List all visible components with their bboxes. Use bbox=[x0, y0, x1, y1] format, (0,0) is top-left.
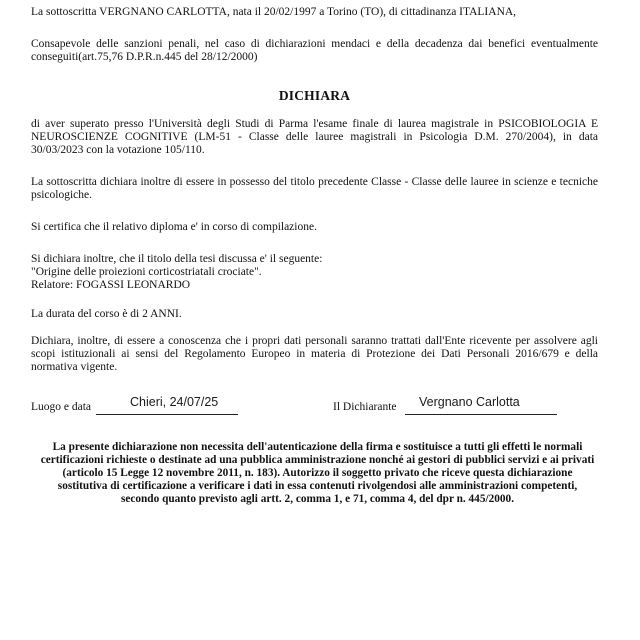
thesis-block bbox=[31, 253, 598, 292]
previous-title-statement: La sottoscritta dichiara inoltre di essere in possesso del titolo precedente Classe - Classe delle lauree in scienze e tecniche psicologiche. bbox=[31, 176, 598, 201]
course-duration: La durata del corso è di 2 ANNI. bbox=[31, 308, 182, 320]
declaration-heading: DICHIARA bbox=[278, 88, 351, 103]
legal-notice: La presente dichiarazione non necessita dell'autenticazione della firma e sostituisce a tutti gli effetti le normali certificazioni richieste o destinate ad una pubblica amministrazione nonché ai gestori di pubblici servizi e ai privati (articolo 15 Legge 12 novembre 2011, n. 183). Autorizzo il soggetto privato che riceve questa dichiarazione sostitutiva di certificazione a verificare i dati in essa contenuti rivolgendosi alle amministrazioni competenti, secondo quanto previsto agli artt. 2, comma 1, e 71, comma 4, del dpr n. 445/2000. bbox=[40, 441, 595, 505]
declarant-intro: La sottoscritta VERGNANO CARLOTTA, nata il 20/02/1997 a Torino (TO), di cittadinanza ITALIANA, bbox=[31, 6, 517, 18]
diploma-status: Si certifica che il relativo diploma e' in corso di compilazione. bbox=[31, 221, 317, 233]
degree-statement: di aver superato presso l'Università degli Studi di Parma l'esame finale di laurea magistrale in PSICOBIOLOGIA E NEUROSCIENZE COGNITIVE (LM-51 - Classe delle lauree magistrali in Psicologia D.M. 270/2004), in data 30/03/2023 con la votazione 105/110. bbox=[31, 118, 598, 156]
declarant-label: Il Dichiarante bbox=[333, 401, 397, 413]
thesis-intro: Si dichiara inoltre, che il titolo della tesi discussa e' il seguente: bbox=[31, 253, 323, 265]
document-body bbox=[31, 6, 598, 416]
privacy-statement: Dichiara, inoltre, di essere a conoscenza che i propri dati personali saranno trattati dall'Ente ricevente per assolvere agli scopi istituzionali ai sensi del Regolamento Europeo in materia di Protezione dei Dati Personali 2016/679 e della normativa vigente. bbox=[31, 335, 598, 373]
declarant-signature: Vergnano Carlotta bbox=[419, 395, 520, 409]
penalty-awareness: Consapevole delle sanzioni penali, nel caso di dichiarazioni mendaci e della decadenza dai benefici eventualmente conseguiti(art.75,76 D.P.R.n.445 del 28/12/2000) bbox=[31, 38, 598, 63]
place-date-label: Luogo e data bbox=[31, 401, 92, 413]
thesis-supervisor: Relatore: FOGASSI LEONARDO bbox=[31, 279, 191, 291]
place-date-value: Chieri, 24/07/25 bbox=[130, 395, 219, 409]
signature-row bbox=[31, 396, 598, 416]
thesis-title: "Origine delle proiezioni corticostriatali crociate". bbox=[31, 266, 262, 278]
